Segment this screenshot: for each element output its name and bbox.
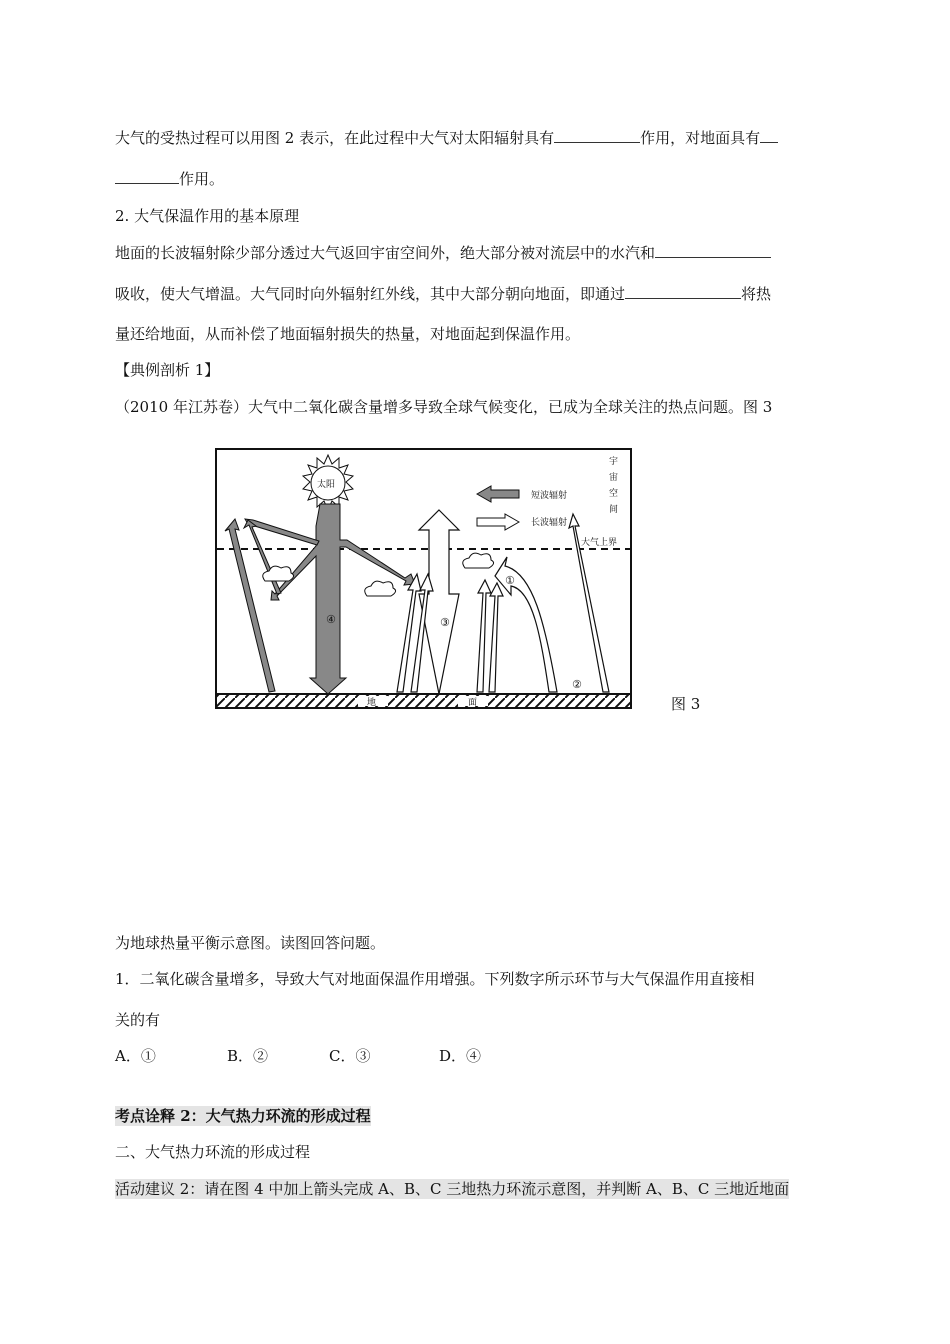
question1-options: [115, 1046, 481, 1066]
marker-4: ④: [326, 613, 336, 626]
legend-shortwave-label: 短波辐射: [531, 491, 568, 501]
question1-line1: 1．二氧化碳含量增多，导致大气对地面保温作用增强。下列数字所示环节与大气保温作用直接相: [115, 970, 755, 988]
example-line2: 为地球热量平衡示意图。读图回答问题。: [115, 934, 386, 952]
kaodian2-heading: 考点诠释 2：大气热力环流的形成过程: [115, 1107, 371, 1125]
option-b[interactable]: B．②: [227, 1047, 269, 1065]
space-label-2: 宙: [609, 473, 619, 483]
atmosphere-top-label: 大气上界: [581, 538, 618, 548]
para1-text-b: 作用，对地面具有: [640, 129, 761, 147]
figure-caption: 图 3: [671, 695, 701, 713]
marker-3: ③: [440, 616, 450, 629]
example-line1: （2010 年江苏卷）大气中二氧化碳含量增多导致全球气候变化，已成为全球关注的热点问题。图 3: [115, 398, 773, 416]
para1-text-a: 大气的受热过程可以用图 2 表示，在此过程中大气对太阳辐射具有: [115, 129, 555, 147]
blank-1[interactable]: [554, 128, 640, 143]
question1-line2: 关的有: [115, 1011, 161, 1029]
space-label-1: 宇: [609, 457, 619, 467]
blank-2b[interactable]: [115, 169, 179, 184]
option-c[interactable]: C．③: [329, 1047, 371, 1065]
para2-text-1: 地面的长波辐射除少部分透过大气返回宇宙空间外，绝大部分被对流层中的水汽和: [115, 244, 656, 262]
ground-hatch: [217, 694, 630, 707]
ground-label-1: 地: [367, 698, 377, 708]
activity2-line: 活动建议 2：请在图 4 中加上箭头完成 A、B、C 三地热力环流示意图，并判断 A、B、C 三地近地面: [115, 1180, 790, 1198]
para1-line2: [115, 169, 224, 189]
para1-text-c: 作用。: [179, 170, 225, 188]
example-title: 【典例剖析 1】: [115, 361, 220, 379]
space-label-4: 间: [609, 505, 619, 515]
para2-text-2a: 吸收，使大气增温。大气同时向外辐射红外线，其中大部分朝向地面，即通过: [115, 285, 626, 303]
para2-text-2b: 将热: [741, 285, 772, 303]
para2-line2: [115, 284, 771, 304]
earth-heat-balance-diagram: [215, 448, 633, 710]
ground-label-2: 面: [468, 698, 478, 708]
marker-1: ①: [505, 574, 515, 587]
para2-line3: 量还给地面，从而补偿了地面辐射损失的热量，对地面起到保温作用。: [115, 325, 581, 343]
blank-2a[interactable]: [760, 128, 778, 143]
section2-title: 2. 大气保温作用的基本原理: [115, 207, 300, 225]
option-a[interactable]: A．①: [115, 1047, 156, 1065]
space-label-3: 空: [609, 489, 619, 499]
para2-line1: [115, 243, 771, 263]
sun-label: 太阳: [317, 480, 336, 490]
marker-2: ②: [572, 678, 582, 691]
blank-3[interactable]: [655, 243, 771, 258]
section-er-heading: 二、大气热力环流的形成过程: [115, 1143, 311, 1161]
para1-line1: [115, 128, 778, 148]
option-d[interactable]: D．④: [439, 1047, 482, 1065]
blank-4[interactable]: [625, 284, 741, 299]
legend-longwave-label: 长波辐射: [531, 518, 568, 528]
